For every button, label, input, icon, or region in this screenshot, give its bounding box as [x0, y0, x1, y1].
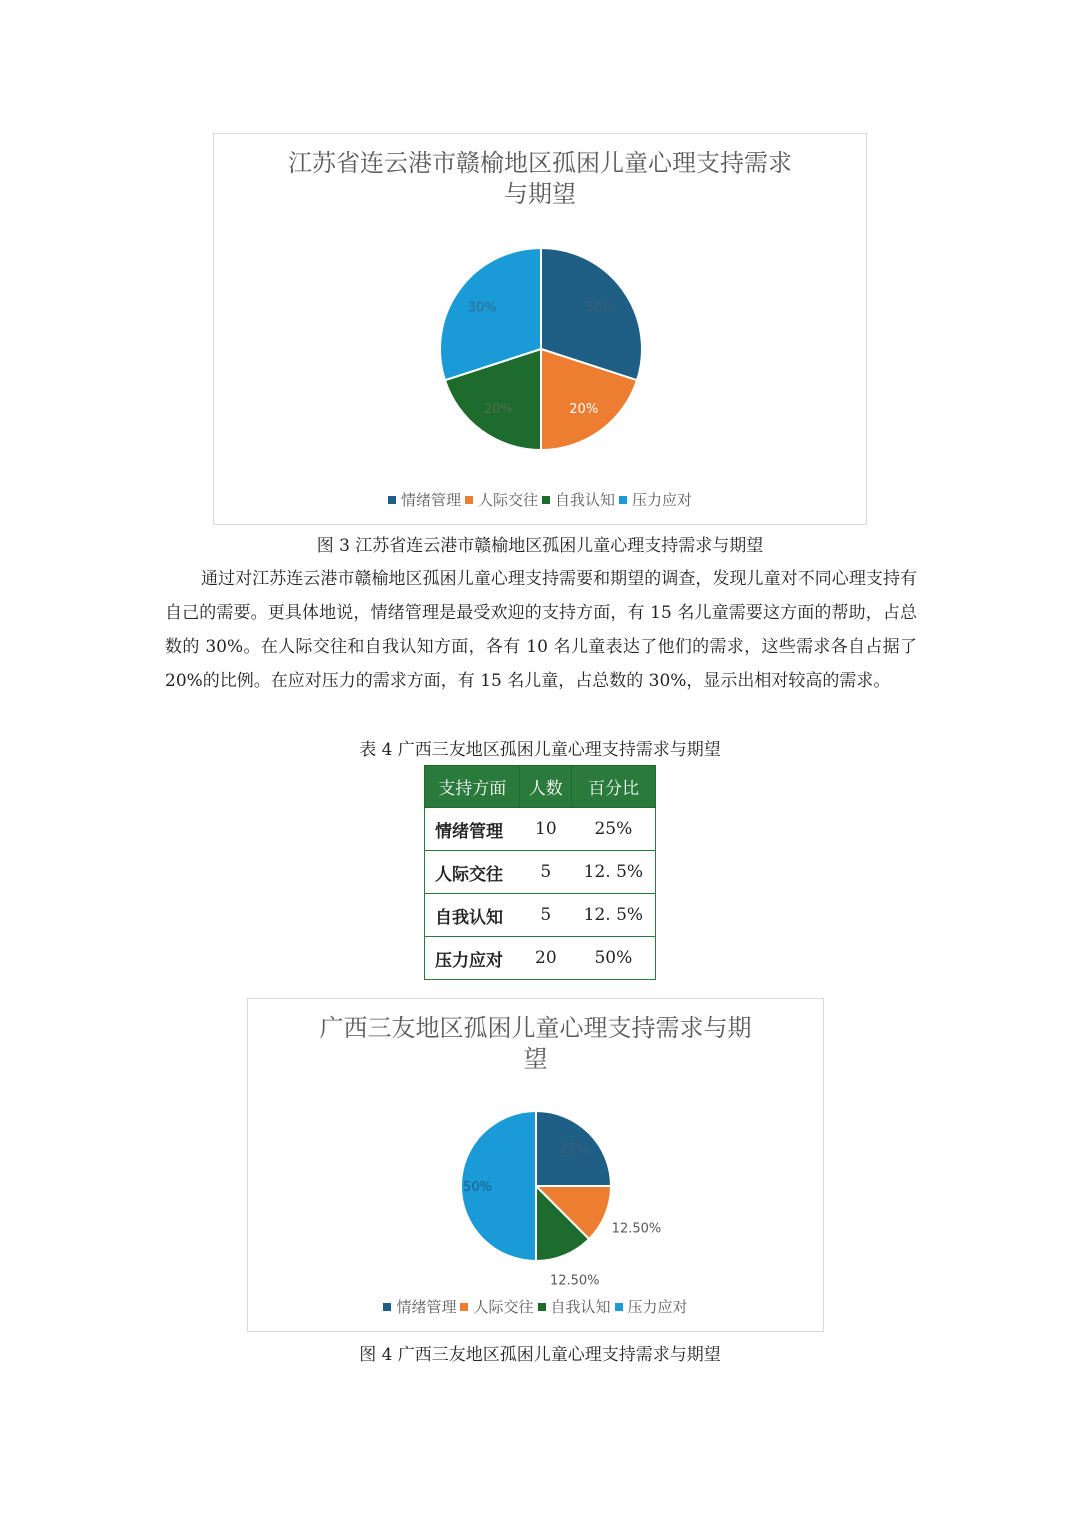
- table-cell: 人际交往: [425, 851, 520, 894]
- legend-item-interpersonal: [465, 489, 538, 510]
- legend-item-interpersonal: [460, 1296, 533, 1317]
- legend-label: 人际交往: [477, 491, 538, 509]
- table-cell: 20: [520, 937, 572, 980]
- pie-chart-guangxi: [247, 998, 824, 1332]
- legend-label: 自我认知: [555, 491, 616, 509]
- table-cell: 压力应对: [425, 937, 520, 980]
- table-cell: 25%: [572, 808, 656, 851]
- table-cell: 10: [520, 808, 572, 851]
- table-cell: 12. 5%: [572, 851, 656, 894]
- legend-swatch: [542, 496, 550, 504]
- table-4-caption: 表 4 广西三友地区孤困儿童心理支持需求与期望: [359, 740, 721, 760]
- table-cell: 50%: [572, 937, 656, 980]
- legend-label: 压力应对: [632, 491, 693, 509]
- legend-item-stress-coping: [619, 489, 692, 510]
- legend-label: 情绪管理: [400, 491, 461, 509]
- table-row: [425, 894, 656, 937]
- legend-item-emotion-management: [388, 489, 461, 510]
- table-header-row: [425, 766, 656, 808]
- data-label-interpersonal: 20%: [569, 401, 599, 417]
- chart-legend: [214, 489, 866, 510]
- legend-swatch: [383, 1303, 391, 1311]
- table-row: [425, 851, 656, 894]
- table-row: [425, 937, 656, 980]
- table-header-cell: 人数: [520, 766, 572, 808]
- table-cell: 5: [520, 851, 572, 894]
- pie-chart-svg: [248, 999, 825, 1333]
- data-label-stress-coping: 30%: [467, 300, 497, 316]
- body-paragraph: 通过对江苏连云港市赣榆地区孤困儿童心理支持需要和期望的调查，发现儿童对不同心理支持有自己的需要。更具体地说，情绪管理是最受欢迎的支持方面，有 15 名儿童需要这方面的帮助，占总数的 30%。在人际交往和自我认知方面，各有 10 名儿童表达了他们的需求，这些需求各自占据了 20%的比例。在应对压力的需求方面，有 15 名儿童，占总数的 30%，显示出相对较高的需求。: [165, 569, 917, 691]
- legend-label: 人际交往: [473, 1298, 534, 1316]
- table-cell: 12. 5%: [572, 894, 656, 937]
- table-header-cell: 支持方面: [425, 766, 520, 808]
- pie-chart-jiangsu: [213, 133, 867, 525]
- data-label-emotion-management: 30%: [585, 300, 615, 316]
- chart-title: 广西三友地区孤困儿童心理支持需求与期望: [319, 1014, 752, 1073]
- figure-4-caption: 图 4 广西三友地区孤困儿童心理支持需求与期望: [359, 1345, 721, 1365]
- legend-swatch: [619, 496, 627, 504]
- legend-swatch: [388, 496, 396, 504]
- data-label-emotion-management: 25%: [559, 1141, 589, 1157]
- chart-title: 江苏省连云港市赣榆地区孤困儿童心理支持需求与期望: [288, 149, 792, 208]
- data-label-interpersonal: 12.50%: [611, 1221, 662, 1237]
- legend-item-self-awareness: [538, 1296, 611, 1317]
- chart-legend: [248, 1296, 823, 1317]
- data-table: [424, 765, 656, 980]
- legend-item-stress-coping: [615, 1296, 688, 1317]
- legend-swatch: [615, 1303, 623, 1311]
- legend-label: 压力应对: [627, 1298, 688, 1316]
- pie-chart-svg: [214, 134, 868, 526]
- legend-swatch: [460, 1303, 468, 1311]
- table-header-cell: 百分比: [572, 766, 656, 808]
- table-cell: 情绪管理: [425, 808, 520, 851]
- legend-label: 情绪管理: [396, 1298, 457, 1316]
- data-label-self-awareness: 20%: [483, 401, 513, 417]
- table-row: [425, 808, 656, 851]
- table-cell: 5: [520, 894, 572, 937]
- table-cell: 自我认知: [425, 894, 520, 937]
- data-label-stress-coping: 50%: [463, 1180, 492, 1195]
- data-label-self-awareness: 12.50%: [549, 1273, 600, 1289]
- legend-item-emotion-management: [383, 1296, 456, 1317]
- legend-item-self-awareness: [542, 489, 615, 510]
- legend-swatch: [538, 1303, 546, 1311]
- legend-label: 自我认知: [550, 1298, 611, 1316]
- figure-3-caption: 图 3 江苏省连云港市赣榆地区孤困儿童心理支持需求与期望: [316, 536, 764, 556]
- legend-swatch: [465, 496, 473, 504]
